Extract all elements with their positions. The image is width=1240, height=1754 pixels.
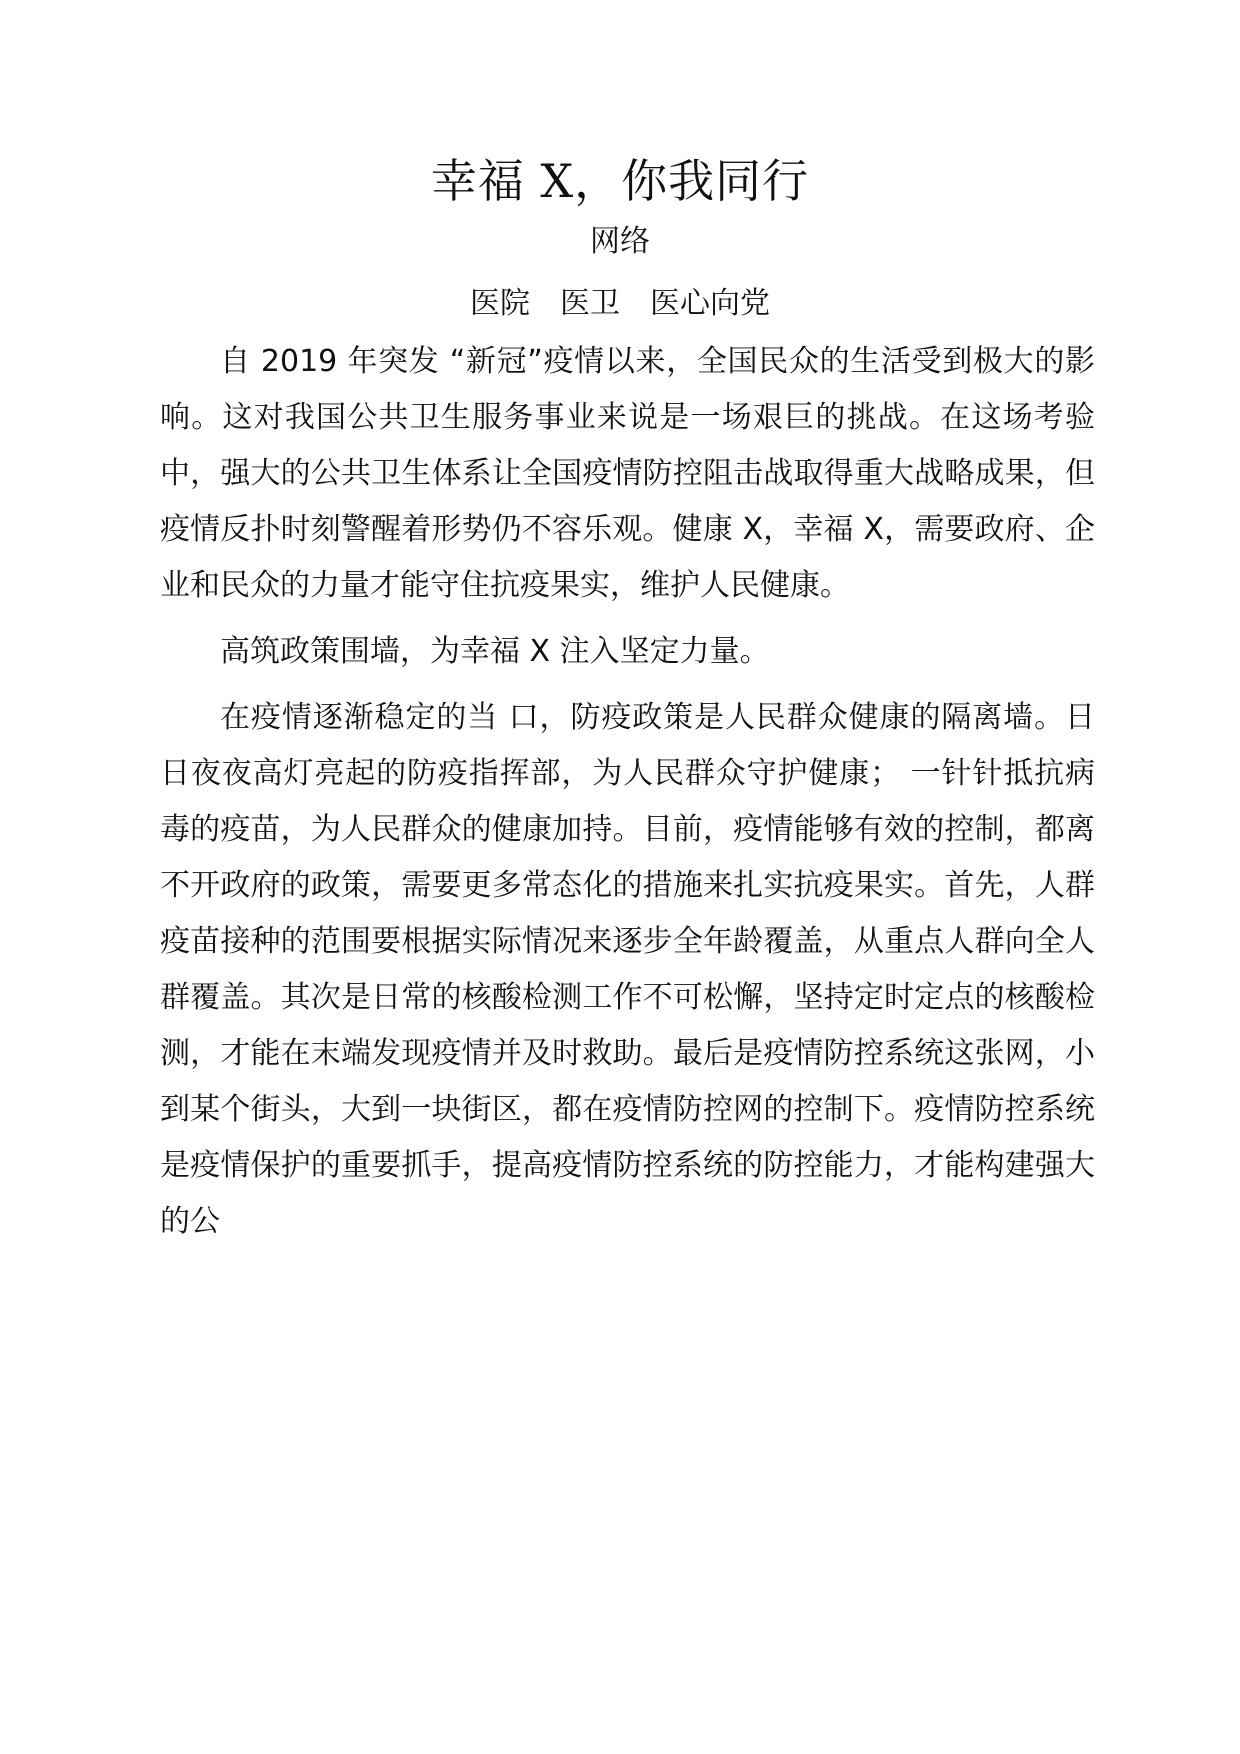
document-authors: 医院 医卫 医心向党 <box>470 286 770 321</box>
document-body <box>160 334 1095 1250</box>
paragraph-policy: 在疫情逐渐稳定的当 口，防疫政策是人民群众健康的隔离墙。日日夜夜高灯亮起的防疫指挥部，为人民群众守护健康； 一针针抵抗病毒的疫苗，为人民群众的健康加持。目前，疫情能够有效的控制，都离不开政府的政策，需要更多常态化的措施来扎实抗疫果实。首先，人群疫苗接种的范围要根据实际情况来逐步全年龄覆盖，从重点人群向全人群覆盖。其次是日常的核酸检测工作不可松懈，坚持定时定点的核酸检测，才能在末端发现疫情并及时救助。最后是疫情防控系统这张网，小到某个街头，大到一块街区，都在疫情防控网的控制下。疫情防控系统是疫情保护的重要抓手，提高疫情防控系统的防控能力，才能构建强大的公 <box>160 700 1095 1239</box>
document-subtitle: 网络 <box>590 224 650 259</box>
paragraph-intro: 自 2019 年突发 “新冠”疫情以来，全国民众的生活受到极大的影响。这对我国公共卫生服务事业来说是一场艰巨的挑战。在这场考验中，强大的公共卫生体系让全国疫情防控阻击战取得重大战略成果，但疫情反扑时刻警醒着形势仍不容乐观。健康 X，幸福 X，需要政府、企业和民众的力量才能守住抗疫果实，维护人民健康。 <box>160 344 1095 603</box>
document-title: 幸福 X，你我同行 <box>430 154 810 208</box>
paragraph-section-heading: 高筑政策围墙，为幸福 X 注入坚定力量。 <box>220 634 770 669</box>
